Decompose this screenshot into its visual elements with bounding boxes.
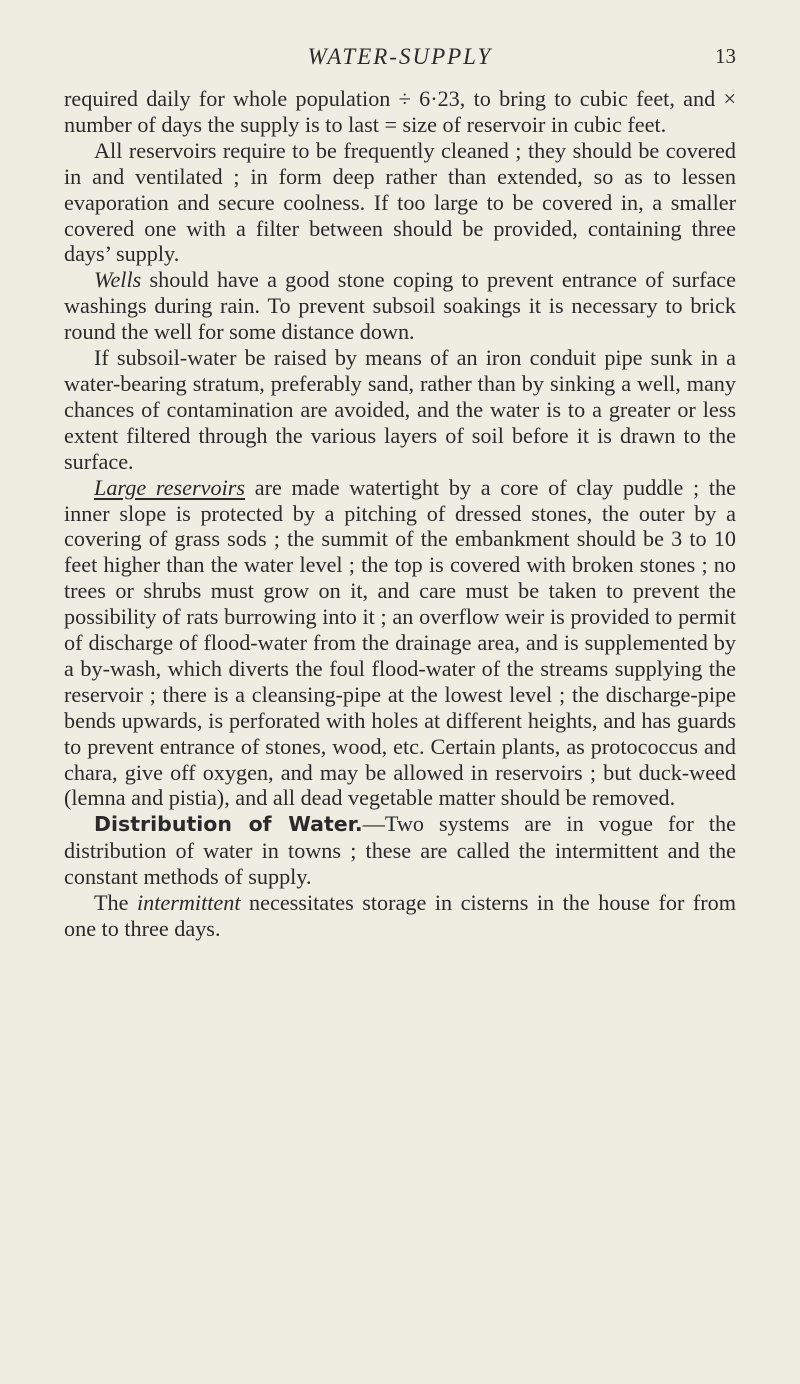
paragraph-text: All reservoirs require to be frequently cleaned ; they should be covered in and ventilated ; in form deep rather than extended, so as to lessen evaporation and secure coolness. If too large to be covered in, a smaller covered one with a filter between should be provided, containing three days’ supply. <box>64 137 736 267</box>
page-number: 13 <box>715 44 736 68</box>
paragraph-text: required daily for whole population ÷ 6·23, to bring to cubic feet, and × number of days the supply is to last = size of reservoir in cubic feet. <box>64 86 736 137</box>
paragraph-text: are made watertight by a core of clay puddle ; the inner slope is protected by a pitching of dressed stones, the outer by a covering of grass sods ; the summit of the embankment should be 3 to 10 feet higher than the water level ; the top is covered with broken stones ; no trees or shrubs must grow on it, and care must be taken to prevent the possibility of rats burrowing into it ; an overflow weir is provided to permit of discharge of flood-water from the drainage area, and is supplemented by a by-wash, which diverts the foul flood-water of the streams supplying the reservoir ; there is a cleansing-pipe at the lowest level ; the discharge-pipe bends upwards, is perforated with holes at different heights, and has guards to prevent entrance of stones, wood, etc. Certain plants, as protococcus and chara, give off oxygen, and may be allowed in reservoirs ; but duck-weed (lemna and pistia), and all dead vegetable matter should be removed. <box>64 474 736 811</box>
body-text <box>64 86 736 942</box>
paragraph-lead-large-reservoirs: Large reservoirs <box>94 474 246 500</box>
page-header <box>64 40 736 86</box>
paragraph-reservoirs <box>64 138 736 268</box>
section-heading-distribution: Distribution of Water. <box>94 812 363 837</box>
paragraph-distribution <box>64 811 736 890</box>
paragraph-reservoir-size <box>64 86 736 138</box>
paragraph-intermittent <box>64 890 736 942</box>
paragraph-lead-intermittent: intermittent <box>137 890 241 916</box>
paragraph-large-reservoirs <box>64 475 736 812</box>
paragraph-text: necessitates storage in cisterns in the house for from one to three days. <box>64 890 736 941</box>
paragraph-lead-wells: Wells <box>94 267 142 293</box>
paragraph-text: If subsoil-water be raised by means of an iron conduit pipe sunk in a water-bearing stratum, preferably sand, rather than by sinking a well, many chances of contamination are avoided, and the water is to a greater or less extent filtered through the various layers of soil before it is drawn to the surface. <box>64 345 736 474</box>
paragraph-subsoil-water <box>64 345 736 475</box>
paragraph-text: should have a good stone coping to prevent entrance of surface washings during rain. To prevent subsoil soakings it is necessary to brick round the well for some distance down. <box>64 267 736 345</box>
running-title: WATER-SUPPLY <box>307 44 493 69</box>
paragraph-prefix: The <box>94 890 137 916</box>
paragraph-text: —Two systems are in vogue for the distribution of water in towns ; these are called the intermittent and the constant methods of supply. <box>64 811 737 890</box>
paragraph-wells <box>64 267 736 345</box>
